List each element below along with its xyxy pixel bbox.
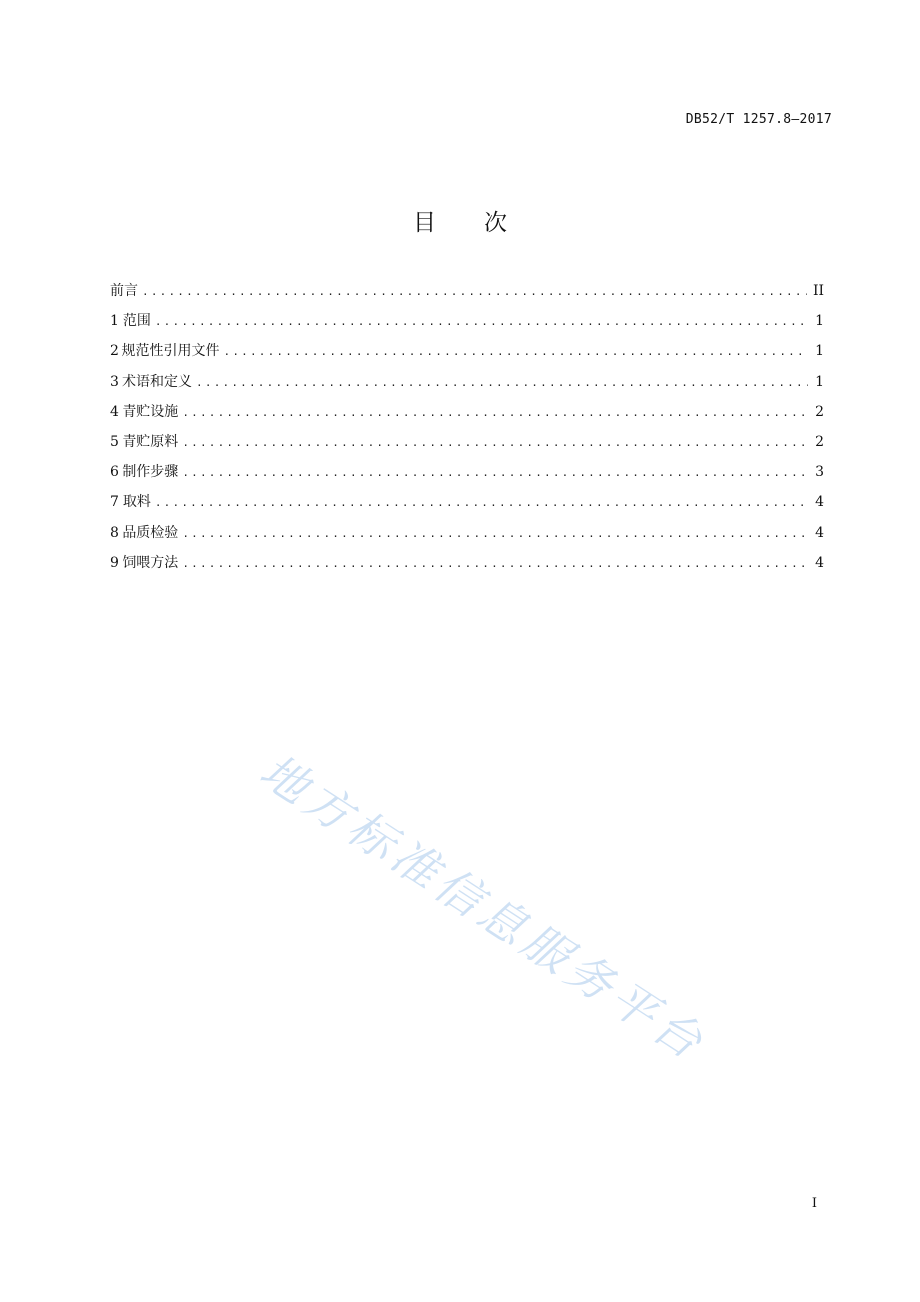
toc-entry-label: 范围 bbox=[122, 313, 151, 330]
toc-entry-production-steps[interactable] bbox=[110, 457, 824, 487]
toc-entry-label: 饲喂方法 bbox=[122, 554, 179, 571]
toc-entry-page: 2 bbox=[815, 433, 824, 450]
toc-entry-number: 3 bbox=[110, 373, 119, 390]
toc-entry-label: 青贮原料 bbox=[122, 433, 179, 450]
toc-entry-number: 1 bbox=[110, 313, 119, 330]
toc-entry-page: 4 bbox=[815, 524, 824, 541]
toc-dot-leader bbox=[182, 519, 808, 549]
toc-entry-label: 取料 bbox=[122, 494, 151, 511]
toc-entry-page: 1 bbox=[815, 313, 824, 330]
toc-entry-silage-materials[interactable] bbox=[110, 427, 824, 457]
toc-entry-label: 术语和定义 bbox=[122, 373, 193, 390]
toc-entry-page: 1 bbox=[815, 373, 824, 390]
toc-dot-leader bbox=[182, 398, 808, 428]
toc-entry-number: 6 bbox=[110, 464, 119, 481]
toc-entry-page: 2 bbox=[815, 403, 824, 420]
toc-entry-number: 9 bbox=[110, 554, 119, 571]
page-title bbox=[0, 204, 920, 237]
toc-entry-page: 4 bbox=[815, 554, 824, 571]
toc-entry-feeding-methods[interactable] bbox=[110, 548, 824, 578]
toc-dot-leader bbox=[182, 458, 808, 488]
toc-entry-number: 5 bbox=[110, 433, 119, 450]
toc-entry-number: 8 bbox=[110, 524, 119, 541]
watermark: 地方标准信息服务平台 bbox=[250, 743, 717, 1072]
toc-entry-label: 品质检验 bbox=[122, 524, 179, 541]
page-title-char-2: 次 bbox=[484, 210, 507, 236]
page-number: I bbox=[811, 1196, 817, 1211]
toc-dot-leader bbox=[142, 277, 807, 307]
table-of-contents bbox=[110, 276, 824, 578]
toc-entry-page: 4 bbox=[815, 494, 824, 511]
toc-entry-scope[interactable] bbox=[110, 306, 824, 336]
toc-entry-number: 4 bbox=[110, 403, 119, 420]
toc-entry-label: 青贮设施 bbox=[122, 403, 179, 420]
toc-dot-leader bbox=[224, 337, 809, 367]
toc-entry-label: 规范性引用文件 bbox=[121, 343, 220, 360]
toc-dot-leader bbox=[155, 488, 808, 518]
toc-dot-leader bbox=[196, 368, 808, 398]
toc-entry-normative-references[interactable] bbox=[110, 336, 824, 366]
toc-dot-leader bbox=[182, 549, 808, 579]
toc-entry-terms-definitions[interactable] bbox=[110, 367, 824, 397]
toc-entry-number: 2 bbox=[110, 343, 119, 360]
toc-dot-leader bbox=[155, 307, 808, 337]
toc-entry-label: 制作步骤 bbox=[122, 464, 179, 481]
toc-entry-foreword[interactable] bbox=[110, 276, 824, 306]
standard-code: DB52/T 1257.8—2017 bbox=[685, 112, 832, 127]
page-title-char-1: 目 bbox=[413, 210, 436, 236]
toc-entry-quality-inspection[interactable] bbox=[110, 518, 824, 548]
toc-entry-page: II bbox=[812, 283, 824, 299]
toc-dot-leader bbox=[182, 428, 808, 458]
toc-entry-silage-facilities[interactable] bbox=[110, 397, 824, 427]
toc-entry-number: 7 bbox=[110, 494, 119, 511]
toc-entry-label: 前言 bbox=[110, 283, 138, 299]
toc-entry-page: 3 bbox=[815, 464, 824, 481]
toc-entry-page: 1 bbox=[815, 343, 824, 360]
toc-entry-material-extraction[interactable] bbox=[110, 487, 824, 517]
